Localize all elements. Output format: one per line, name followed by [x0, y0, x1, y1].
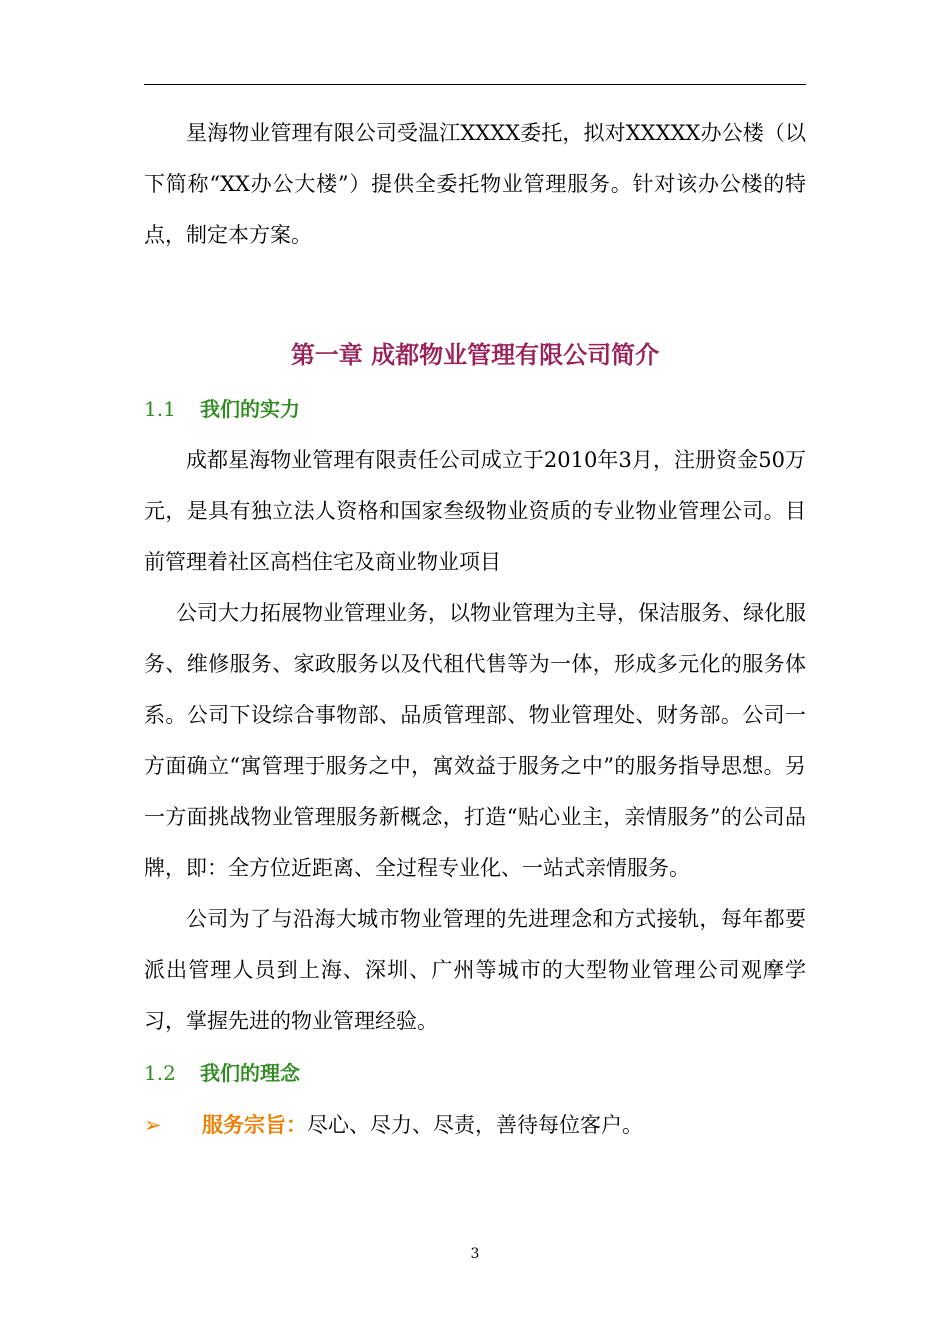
section-heading-1-1 — [144, 383, 806, 435]
header-rule — [144, 84, 806, 85]
section-heading-1-2 — [144, 1047, 806, 1099]
section-number: 1.1 — [144, 397, 176, 421]
page-number: 3 — [470, 1246, 480, 1262]
bullet-item-service-purpose — [144, 1099, 806, 1151]
section-number: 1.2 — [144, 1061, 176, 1085]
section-title: 我们的实力 — [200, 397, 300, 421]
section-title: 我们的理念 — [200, 1061, 300, 1085]
bullet-label: 服务宗旨： — [202, 1113, 307, 1137]
arrow-bullet-icon: ➢ — [144, 1113, 162, 1137]
intro-paragraph: 星海物业管理有限公司受温江XXXX委托，拟对XXXXX办公楼（以下简称“XX办公大楼”）提供全委托物业管理服务。针对该办公楼的特点，制定本方案。 — [144, 121, 806, 247]
bullet-text: 尽心、尽力、尽责，善待每位客户。 — [307, 1113, 643, 1137]
section-paragraph-1: 成都星海物业管理有限责任公司成立于2010年3月，注册资金50万元，是具有独立法人资格和国家叁级物业资质的专业物业管理公司。目前管理着社区高档住宅及商业物业项目 — [144, 448, 806, 574]
chapter-title: 第一章 成都物业管理有限公司简介 — [290, 341, 660, 369]
section-paragraph-3: 公司为了与沿海大城市物业管理的先进理念和方式接轨，每年都要派出管理人员到上海、深圳、广州等城市的大型物业管理公司观摩学习，掌握先进的物业管理经验。 — [144, 907, 806, 1033]
spacer — [144, 261, 806, 327]
section-paragraph-2: 公司大力拓展物业管理业务，以物业管理为主导，保洁服务、绿化服务、维修服务、家政服务以及代租代售等为一体，形成多元化的服务体系。公司下设综合事物部、品质管理部、物业管理处、财务部。公司一方面确立“寓管理于服务之中，寓效益于服务之中”的服务指导思想。另一方面挑战物业管理服务新概念，打造“贴心业主，亲情服务”的公司品牌，即：全方位近距离、全过程专业化、一站式亲情服务。 — [144, 601, 806, 880]
document-body — [144, 108, 806, 1151]
